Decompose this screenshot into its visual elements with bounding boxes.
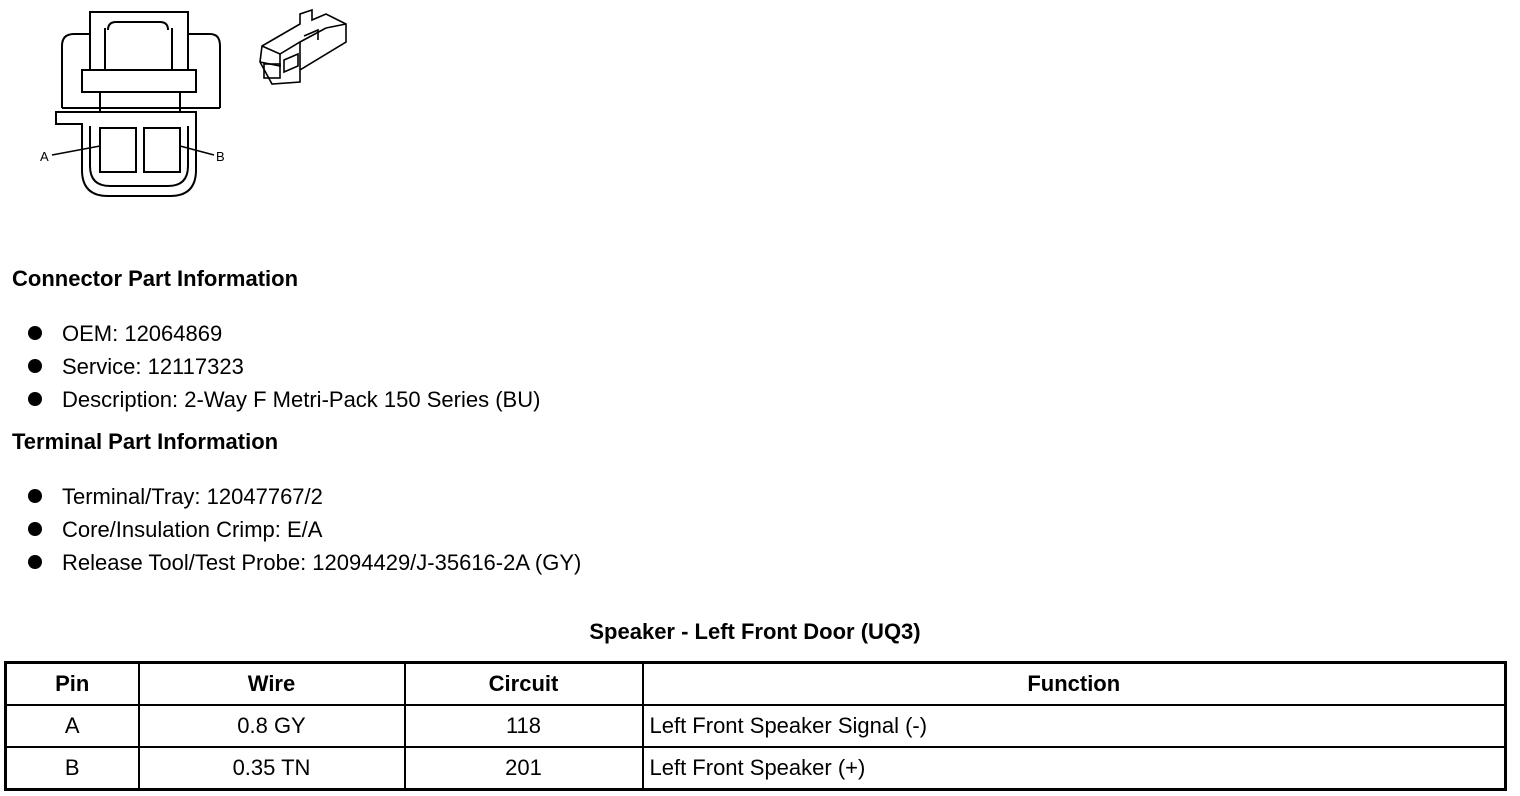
- list-item: [28, 549, 581, 582]
- connector-isometric-view: [260, 10, 346, 84]
- cell-wire: 0.35 TN: [139, 747, 405, 790]
- list-item-text: Service: 12117323: [62, 354, 244, 379]
- table-row: [6, 705, 1506, 747]
- cell-wire: 0.8 GY: [139, 705, 405, 747]
- connector-diagram: [0, 0, 380, 210]
- list-item: [28, 516, 581, 549]
- list-item: [28, 483, 581, 516]
- terminal-part-heading: Terminal Part Information: [12, 429, 279, 454]
- pinout-table: [4, 661, 1507, 791]
- connector-part-heading: Connector Part Information: [12, 266, 299, 291]
- cell-function: Left Front Speaker Signal (-): [643, 705, 1506, 747]
- cell-function: Left Front Speaker (+): [643, 747, 1506, 790]
- pinout-table-title: Speaker - Left Front Door (UQ3): [589, 619, 921, 644]
- list-item: [28, 386, 540, 419]
- list-item-text: OEM: 12064869: [62, 321, 223, 346]
- cell-circuit: 201: [405, 747, 643, 790]
- list-item-text: Core/Insulation Crimp: E/A: [62, 517, 323, 542]
- bullet-icon: [28, 359, 42, 373]
- list-item-text: Release Tool/Test Probe: 12094429/J-35616-2A (GY): [62, 550, 582, 575]
- list-item: [28, 320, 540, 353]
- table-row: [6, 747, 1506, 790]
- column-header-pin: Pin: [6, 663, 139, 706]
- bullet-icon: [28, 555, 42, 569]
- column-header-function: Function: [643, 663, 1506, 706]
- cell-pin: A: [6, 705, 139, 747]
- terminal-part-list: [28, 483, 581, 582]
- table-header-row: [6, 663, 1506, 706]
- bullet-icon: [28, 326, 42, 340]
- cell-pin: B: [6, 747, 139, 790]
- bullet-icon: [28, 392, 42, 406]
- column-header-wire: Wire: [139, 663, 405, 706]
- list-item-text: Terminal/Tray: 12047767/2: [62, 484, 323, 509]
- column-header-circuit: Circuit: [405, 663, 643, 706]
- pin-label-a: A: [40, 149, 49, 164]
- pin-label-b: B: [216, 149, 225, 164]
- bullet-icon: [28, 522, 42, 536]
- list-item: [28, 353, 540, 386]
- connector-front-view: [52, 12, 220, 196]
- cell-circuit: 118: [405, 705, 643, 747]
- bullet-icon: [28, 489, 42, 503]
- connector-part-list: [28, 320, 540, 419]
- list-item-text: Description: 2-Way F Metri-Pack 150 Series (BU): [62, 387, 541, 412]
